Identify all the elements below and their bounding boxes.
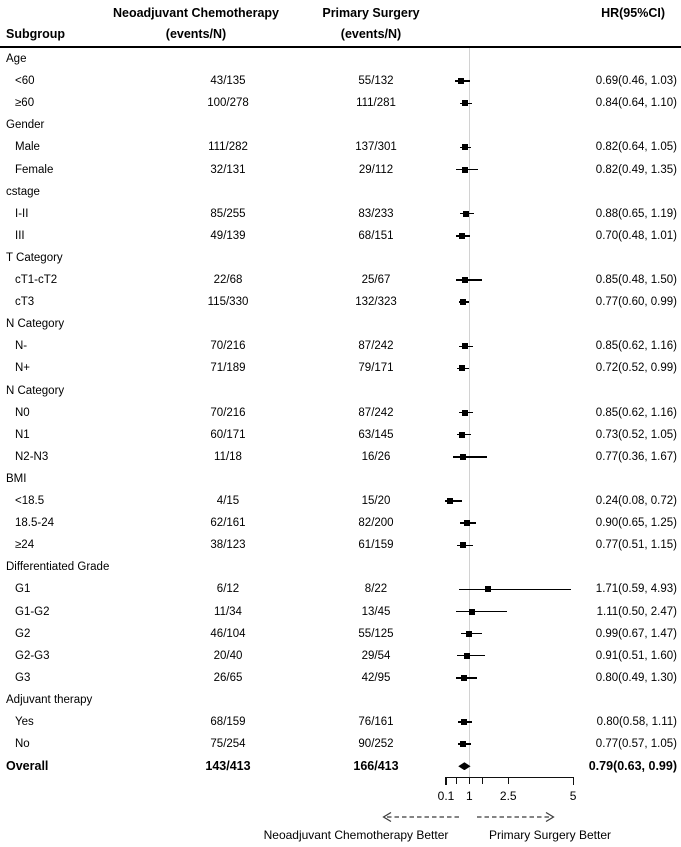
point-estimate-marker bbox=[469, 609, 475, 615]
hr-ci-value: 0.77(0.57, 1.05) bbox=[595, 738, 677, 751]
row-label: T Category bbox=[6, 251, 63, 264]
forest-row bbox=[0, 181, 681, 203]
forest-row bbox=[0, 711, 681, 733]
point-estimate-marker bbox=[461, 675, 467, 681]
row-label: Gender bbox=[6, 119, 45, 132]
row-label: N0 bbox=[15, 406, 30, 419]
row-label: <18.5 bbox=[15, 495, 45, 507]
forest-row bbox=[0, 512, 681, 534]
forest-row bbox=[0, 136, 681, 158]
row-label: G2 bbox=[15, 627, 31, 640]
row-label: Yes bbox=[15, 716, 34, 728]
point-estimate-marker bbox=[463, 211, 469, 217]
nac-events-value: 70/216 bbox=[210, 406, 246, 419]
point-estimate-marker bbox=[462, 100, 468, 106]
point-estimate-marker bbox=[462, 167, 468, 173]
axis-tick bbox=[573, 777, 574, 785]
ps-column-header: Primary Surgery bbox=[322, 6, 420, 20]
forest-row bbox=[0, 335, 681, 357]
row-label: ≥60 bbox=[15, 97, 35, 110]
forest-row bbox=[0, 225, 681, 247]
row-label: G1 bbox=[15, 583, 31, 596]
ps-events-value: 25/67 bbox=[361, 274, 391, 286]
nac-events-value: 49/139 bbox=[210, 229, 246, 242]
ps-events-value: 79/171 bbox=[358, 362, 394, 375]
hr-ci-value: 0.77(0.60, 0.99) bbox=[595, 296, 677, 309]
row-label: Differentiated Grade bbox=[6, 561, 110, 574]
nac-events-value: 38/123 bbox=[210, 539, 246, 552]
axis-tick bbox=[456, 777, 457, 784]
left-direction-label: Neoadjuvant Chemotherapy Better bbox=[263, 828, 449, 842]
row-label: cT1-cT2 bbox=[15, 274, 58, 286]
point-estimate-marker bbox=[464, 653, 470, 659]
nac-events-value: 143/413 bbox=[205, 759, 251, 774]
nac-events-value: 60/171 bbox=[210, 428, 246, 441]
nac-events-subheader: (events/N) bbox=[165, 27, 227, 41]
row-label: G1-G2 bbox=[15, 605, 50, 618]
axis-tick bbox=[508, 777, 509, 784]
ps-events-value: 132/323 bbox=[355, 296, 397, 309]
point-estimate-marker bbox=[460, 741, 466, 747]
nac-events-value: 100/278 bbox=[207, 97, 249, 110]
ps-events-value: 63/145 bbox=[358, 428, 394, 441]
row-label: No bbox=[15, 738, 30, 751]
forest-row bbox=[0, 578, 681, 600]
axis-tick-label: 2.5 bbox=[499, 789, 517, 803]
ps-events-value: 87/242 bbox=[358, 406, 394, 419]
nac-events-value: 62/161 bbox=[210, 517, 246, 530]
forest-row bbox=[0, 446, 681, 468]
nac-events-value: 68/159 bbox=[210, 716, 246, 728]
row-label: BMI bbox=[6, 472, 27, 485]
direction-arrows bbox=[0, 808, 681, 826]
ps-events-value: 90/252 bbox=[358, 738, 394, 751]
forest-row bbox=[0, 92, 681, 114]
row-label: cstage bbox=[6, 185, 40, 198]
forest-row bbox=[0, 534, 681, 556]
nac-events-value: 43/135 bbox=[210, 75, 246, 88]
forest-row bbox=[0, 755, 681, 777]
ps-events-subheader: (events/N) bbox=[340, 27, 402, 41]
subgroup-column-header: Subgroup bbox=[6, 27, 66, 41]
forest-row bbox=[0, 490, 681, 512]
hr-ci-value: 0.79(0.63, 0.99) bbox=[588, 759, 677, 774]
point-estimate-marker bbox=[459, 432, 465, 438]
hr-ci-value: 0.99(0.67, 1.47) bbox=[595, 627, 677, 640]
row-label: N Category bbox=[6, 318, 65, 331]
nac-column-header: Neoadjuvant Chemotherapy bbox=[112, 6, 279, 20]
hr-ci-value: 0.80(0.58, 1.11) bbox=[596, 716, 677, 728]
nac-events-value: 75/254 bbox=[210, 738, 246, 751]
nac-events-value: 85/255 bbox=[210, 207, 246, 220]
nac-events-value: 11/18 bbox=[214, 450, 242, 463]
forest-row bbox=[0, 402, 681, 424]
ps-events-value: 13/45 bbox=[361, 605, 391, 618]
row-label: Female bbox=[15, 163, 54, 176]
hr-ci-value: 0.77(0.36, 1.67) bbox=[595, 450, 677, 463]
right-arrow-icon bbox=[477, 813, 554, 822]
ps-events-value: 111/281 bbox=[356, 97, 396, 110]
overall-diamond-marker bbox=[458, 762, 470, 770]
row-label: N2-N3 bbox=[15, 450, 49, 463]
axis-line bbox=[446, 777, 574, 779]
forest-row bbox=[0, 424, 681, 446]
ci-line bbox=[456, 279, 482, 280]
point-estimate-marker bbox=[460, 542, 466, 548]
hr-ci-value: 0.77(0.51, 1.15) bbox=[595, 539, 677, 552]
row-label: Overall bbox=[6, 759, 49, 774]
ps-events-value: 29/54 bbox=[361, 649, 391, 662]
row-label: Male bbox=[15, 141, 40, 154]
nac-events-value: 111/282 bbox=[208, 141, 248, 154]
nac-events-value: 22/68 bbox=[213, 274, 243, 286]
axis-tick bbox=[482, 777, 483, 784]
hr-ci-value: 0.88(0.65, 1.19) bbox=[595, 207, 677, 220]
row-label: Adjuvant therapy bbox=[6, 693, 93, 706]
ps-events-value: 82/200 bbox=[358, 517, 394, 530]
row-label: N1 bbox=[15, 428, 30, 441]
ps-events-value: 29/112 bbox=[358, 163, 394, 176]
hr-ci-value: 1.71(0.59, 4.93) bbox=[595, 583, 677, 596]
ps-events-value: 15/20 bbox=[361, 495, 391, 507]
hr-ci-value: 0.82(0.49, 1.35) bbox=[595, 163, 677, 176]
point-estimate-marker bbox=[458, 78, 464, 84]
forest-row bbox=[0, 556, 681, 578]
ps-events-value: 61/159 bbox=[358, 539, 394, 552]
row-label: 18.5-24 bbox=[15, 517, 55, 530]
ps-events-value: 87/242 bbox=[358, 340, 394, 353]
forest-row bbox=[0, 203, 681, 225]
point-estimate-marker bbox=[462, 144, 468, 150]
point-estimate-marker bbox=[464, 520, 470, 526]
axis-tick-label: 0.1 bbox=[437, 789, 455, 803]
hr-ci-value: 0.70(0.48, 1.01) bbox=[595, 229, 677, 242]
ci-line bbox=[453, 456, 487, 457]
point-estimate-marker bbox=[485, 586, 491, 592]
nac-events-value: 6/12 bbox=[216, 583, 240, 596]
row-label: G3 bbox=[15, 671, 31, 684]
hr-ci-value: 0.69(0.46, 1.03) bbox=[595, 75, 677, 88]
forest-row bbox=[0, 623, 681, 645]
forest-row bbox=[0, 667, 681, 689]
row-label: N+ bbox=[15, 362, 31, 375]
nac-events-value: 11/34 bbox=[214, 605, 242, 618]
ci-line bbox=[457, 655, 485, 656]
forest-row bbox=[0, 48, 681, 70]
row-label: Age bbox=[6, 53, 27, 65]
hr-ci-value: 0.72(0.52, 0.99) bbox=[595, 362, 677, 375]
ps-events-value: 76/161 bbox=[358, 716, 394, 728]
forest-row bbox=[0, 645, 681, 667]
row-label: N- bbox=[15, 340, 28, 353]
hr-ci-value: 0.91(0.51, 1.60) bbox=[595, 649, 677, 662]
axis-tick-label: 1 bbox=[466, 789, 473, 803]
point-estimate-marker bbox=[459, 365, 465, 371]
ps-events-value: 55/125 bbox=[358, 627, 394, 640]
axis-tick bbox=[445, 777, 446, 785]
forest-row bbox=[0, 114, 681, 136]
row-label: <60 bbox=[15, 75, 35, 88]
forest-row bbox=[0, 601, 681, 623]
forest-row bbox=[0, 159, 681, 181]
left-arrow-icon bbox=[384, 813, 463, 822]
nac-events-value: 70/216 bbox=[210, 340, 246, 353]
forest-row bbox=[0, 733, 681, 755]
ps-events-value: 68/151 bbox=[358, 229, 394, 242]
nac-events-value: 26/65 bbox=[213, 671, 243, 684]
row-label: III bbox=[15, 229, 25, 242]
forest-row bbox=[0, 269, 681, 291]
forest-row bbox=[0, 291, 681, 313]
forest-row bbox=[0, 468, 681, 490]
forest-row bbox=[0, 313, 681, 335]
hr-ci-value: 0.73(0.52, 1.05) bbox=[595, 428, 677, 441]
axis-tick-label: 5 bbox=[569, 789, 577, 803]
forest-row bbox=[0, 380, 681, 402]
ps-events-value: 55/132 bbox=[358, 75, 394, 88]
nac-events-value: 46/104 bbox=[210, 627, 246, 640]
hr-ci-value: 0.84(0.64, 1.10) bbox=[595, 97, 677, 110]
row-label: I-II bbox=[15, 207, 29, 220]
hr-ci-value: 0.90(0.65, 1.25) bbox=[595, 517, 677, 530]
point-estimate-marker bbox=[462, 410, 468, 416]
point-estimate-marker bbox=[460, 454, 466, 460]
point-estimate-marker bbox=[459, 233, 465, 239]
ps-events-value: 42/95 bbox=[361, 671, 391, 684]
hr-column-header: HR(95%CI) bbox=[601, 6, 665, 20]
row-label: ≥24 bbox=[15, 539, 35, 552]
ps-events-value: 16/26 bbox=[361, 450, 391, 463]
point-estimate-marker bbox=[447, 498, 453, 504]
nac-events-value: 20/40 bbox=[213, 649, 243, 662]
row-label: G2-G3 bbox=[15, 649, 50, 662]
hr-ci-value: 0.82(0.64, 1.05) bbox=[595, 141, 677, 154]
ci-line bbox=[459, 589, 572, 590]
hr-ci-value: 0.24(0.08, 0.72) bbox=[595, 495, 677, 507]
ci-line bbox=[456, 611, 507, 612]
hr-ci-value: 0.85(0.62, 1.16) bbox=[595, 340, 677, 353]
ps-events-value: 166/413 bbox=[353, 759, 399, 774]
hr-ci-value: 0.85(0.48, 1.50) bbox=[595, 274, 677, 286]
row-label: cT3 bbox=[15, 296, 35, 309]
point-estimate-marker bbox=[460, 299, 466, 305]
nac-events-value: 115/330 bbox=[207, 296, 249, 309]
nac-events-value: 71/189 bbox=[210, 362, 246, 375]
row-label: N Category bbox=[6, 384, 65, 397]
forest-row bbox=[0, 689, 681, 711]
ps-events-value: 137/301 bbox=[355, 141, 397, 154]
axis-tick bbox=[469, 777, 470, 784]
forest-row bbox=[0, 357, 681, 379]
nac-events-value: 4/15 bbox=[216, 495, 240, 507]
hr-ci-value: 1.11(0.50, 2.47) bbox=[596, 605, 677, 618]
point-estimate-marker bbox=[466, 631, 472, 637]
point-estimate-marker bbox=[462, 277, 468, 283]
hr-ci-value: 0.85(0.62, 1.16) bbox=[595, 406, 677, 419]
point-estimate-marker bbox=[462, 343, 468, 349]
forest-row bbox=[0, 247, 681, 269]
right-direction-label: Primary Surgery Better bbox=[488, 828, 612, 842]
hr-ci-value: 0.80(0.49, 1.30) bbox=[595, 671, 677, 684]
point-estimate-marker bbox=[461, 719, 467, 725]
ps-events-value: 83/233 bbox=[358, 207, 394, 220]
nac-events-value: 32/131 bbox=[210, 163, 246, 176]
forest-row bbox=[0, 70, 681, 92]
ps-events-value: 8/22 bbox=[364, 583, 388, 596]
